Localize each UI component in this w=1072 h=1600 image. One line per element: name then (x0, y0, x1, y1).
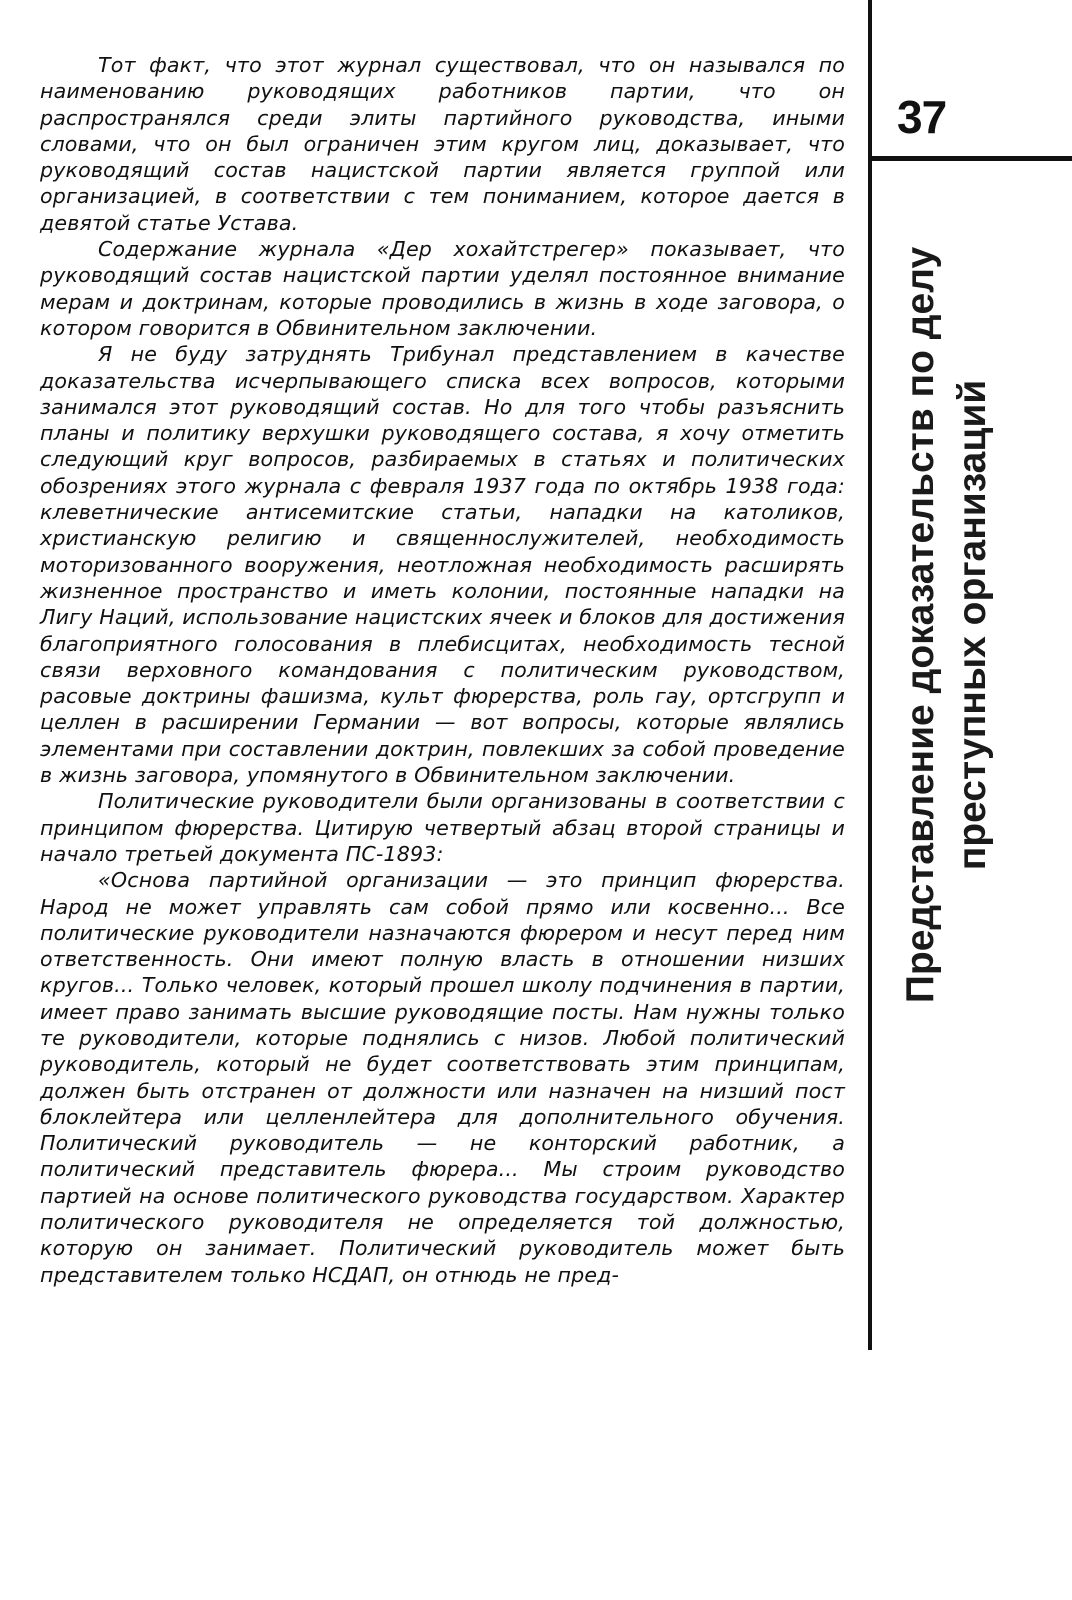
margin-vertical-rule (868, 0, 872, 1350)
paragraph: Тот факт, что этот журнал существовал, что он назывался по наименованию руководящих работников партии, что он распространялся среди элиты партийного руководства, иными словами, что он был ограничен этим кругом лиц, доказывает, что руководящий состав нацистской партии является группой или организацией, в соответствии с тем пониманием, которое дается в девятой статье Устава. (40, 53, 845, 235)
running-section-title (895, 185, 999, 1065)
paragraph: «Основа партийной организации — это принцип фюрерства. Народ не может управлять сам собой прямо или косвенно... Все политические руководители назначаются фюрером и несут перед ним ответственность. Они имеют полную власть в отношении низших кругов... Только человек, который прошел школу подчинения в партии, имеет право занимать высшие руководящие посты. Нам нужны только те руководители, которые поднялись с низов. Любой политический руководитель, который не будет соответствовать этим принципам, должен быть отстранен от должности или назначен на низший пост блоклейтера или целленлейтера для дополнительного обучения. Политический руководитель — не конторский работник, а политический представитель фюрера... Мы строим руководство партией на основе политического руководства государством. Характер политического руководителя не определяется той должностью, которую он занимает. Политический руководитель может быть представителем только НСДАП, он отнюдь не пред- (40, 868, 845, 1287)
page-number: 37 (897, 91, 947, 143)
paragraph: Политические руководители были организованы в соответствии с принципом фюрерства. Цитирую четвертый абзац второй страницы и начало третьей документа ПС-1893: (40, 789, 845, 866)
running-title-line-1: Представление доказательств по делу (899, 246, 942, 1004)
paragraph: Я не буду затруднять Трибунал представлением в качестве доказательства исчерпывающего списка всех вопросов, которыми занимался этот руководящий состав. Но для того чтобы разъяснить планы и политику верхушки руководящего состава, я хочу отметить следующий круг вопросов, разбираемых в статьях и политических обозрениях этого журнала с февраля 1937 года по октябрь 1938 года: клеветнические антисемитские статьи, нападки на католиков, христианскую религию и священнослужителей, необходимость моторизованного вооружения, неотложная необходимость расширять жизненное пространство и иметь колонии, постоянные нападки на Лигу Наций, использование нацистских ячеек и блоков для достижения благоприятного голосования в плебисцитах, необходимость тесной связи верховного командования с политическим руководством, расовые доктрины фашизма, культ фюрерства, роль гау, ортсгрупп и целлен в расширении Германии — вот вопросы, которые являлись элементами при составлении доктрин, повлекших за собой проведение в жизнь заговора, упомянутого в Обвинительном заключении. (40, 342, 845, 788)
body-text (40, 52, 845, 1288)
running-title-line-2: преступных организаций (951, 379, 994, 871)
paragraph: Содержание журнала «Дер хохайтстрегер» показывает, что руководящий состав нацистской партии уделял постоянное внимание мерам и доктринам, которые проводились в жизнь в ходе заговора, о котором говорится в Обвинительном заключении. (40, 237, 845, 340)
page-number-rule (868, 156, 1072, 161)
